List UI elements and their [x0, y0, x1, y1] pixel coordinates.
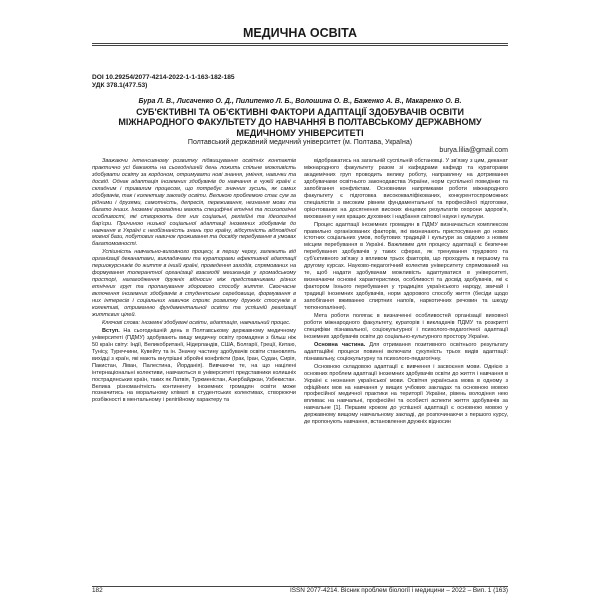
keywords-text: іноземні здобувачі освіти, адаптація, навчальний процес.: [141, 319, 291, 326]
main-part-paragraph: [304, 342, 508, 363]
intro-paragraph: [92, 328, 296, 404]
article-title: СУБ'ЄКТИВНІ ТА ОБ'ЄКТИВНІ ФАКТОРИ АДАПТАЦІЇ ЗДОБУВАЧІВ ОСВІТИ МІЖНАРОДНОГО ФАКУЛЬТЕТУ ДО НАВЧАННЯ В ПОЛТАВСЬКОМУ ДЕРЖАВНОМУ МЕДИЧНОМУ УНІВЕРСИТЕТІ: [118, 107, 482, 138]
right-paragraph-2: Процес адаптації іноземних громадян в ПДМУ визначається комплексом правильно організованих факторів, які визначають пристосування до нових істотних соціальних умов, побутових традицій і культури за свідомо з новим місцем перебування в Україні. Важливим для процесу адаптації є безпечне перебування здобувачів у таких сферах, як тренування трудового та суб'єктивного зв'язку з впливом трьох факторів, що проходять в першому та другому курсах. Науково-педагогічний колектив університету спрямований на те, щоб надати здобувачам можливість адаптуватися в університеті, визначаючи основні характеристики, особливості та досвід здобувачів, які є фактором їхнього перебування у традиціях українського народу, звичай і традиції іноземних здобувачів, норм здорового способу життя (бесіди щодо запобігання вживанню спиртних напоїв, наркотичних речовин та шкоду тютюнопаління).: [304, 221, 508, 312]
section-heading: МЕДИЧНА ОСВІТА: [242, 26, 358, 40]
intro-label: Вступ.: [102, 327, 120, 334]
right-paragraph-1: відображатись на загальній суспільній обстановці. У зв'язку з цим, деканат міжнародного факультету разом зі кафедрами кафедр та кураторами академічних груп проводить велику роботу, направлену на дотримання здобувачами освітнього законодавства України, норм суспільної поведінки та запобігання конфліктам. Основними напрямками роботи міжнародного факультету є підготовка висококваліфікованих, конкурентоспроможних спеціалістів з високим рівнем фундаментальної та професійної підготовки, орієнтованих на досягнення високих кінцевих результатів охорони здоров'я, виховання у них кращих духовних і надбання світової науки і культури.: [304, 158, 508, 220]
abstract-text-1: інтенсивному розвитку підвищування освітніх контактів практично усі бажають на сьогоднішній день ложить спільне можливість здобувати освіту за кордоном, отримувати нові знання, уміння, навички та досвід. Однак адаптація іноземних здобувачів до навчання в чужій країні є складним і тривалим процесом, що потребує значних зусиль, як самих здобувачів, так і колективу закладу освіти. Великою проблемою стає сум за рідними і друзями, самотність, депресія, переживання, незнання мови та багато інших. Іноземні громадяни мають специфічні етнічні та психологічні особливості, які створюють для них соціальні, релігійні та ідеологічні бар'єри. Причиною низької соціальної адаптації іноземних здобувачів до навчання в Україні є необізнаність знань про країну, відсутність відповідної мовної бази, побутових навичок проживання та досвіду перебування в умовах багатомовності.: [92, 158, 297, 248]
main-part-label: Основна частина.: [314, 341, 366, 348]
abstract-paragraph-2: Успішність навчально-виховного процесу, в першу чергу, залежить від організації деканатами, викладачами та кураторами ефективної адаптації першокурсників до життя в іншій країні, проведення заходів, спрямованих на формування толерантної організації взаємодії мешканців у громадському просторі, налагодження дружніх відносин між представниками різних етнічних груп та пропагування здорового способу життя. Своєчасне включення іноземних здобувачів в студентське середовище, формування в них інтересів і соціальних навичок сприяє розвитку дружніх стосунків в колективі, отриманню фундаментальної освіти та успішній реалізації життєвих цілей.: [92, 249, 296, 318]
header-rule: [92, 43, 508, 44]
keywords-paragraph: [92, 320, 296, 327]
abstract-paragraph-1: [92, 158, 296, 248]
left-column: [92, 158, 296, 405]
contact-email[interactable]: burya.lilia@gmail.com: [439, 147, 508, 154]
affiliation: Полтавський державний медичний університет (м. Полтава, Україна): [187, 139, 413, 146]
right-column: [304, 158, 508, 427]
abstract-lead: Зважаючи: [102, 158, 128, 164]
right-paragraph-5: Основною складовою адаптації є вивчення і засвоєння мови. Однією з основних проблем адаптації іноземних здобувачів освіти до життя і навчання в Україні є незнання української мови. Освітня українська мова в одному з офіційних мов на навчання у вищих учбових закладах та основною мовою професійної медичної практики на території України, рівень володіння нею впливає на навчальні, професійні та особисті аспекти життя здобувачів за навчальне [1]. Першим кроком до успішної адаптації є основною мовою у державному вищому навчальному закладі, де розпочинаючи з першого курсу, де пропонують навчання, встановлення дружніх відносин: [304, 363, 508, 426]
header-rule-secondary: [92, 45, 508, 46]
journal-citation: ISSN 2077-4214. Вісник проблем біології і медицини – 2022 – Вип. 1 (163): [289, 587, 508, 594]
page-number: 182: [92, 587, 103, 594]
keywords-label: Ключові слова:: [102, 319, 141, 326]
main-part-text: Для отримання позитивного освітнього результату адаптаційні процеси повинні включати сукупність трьох видів адаптації: пізнавальну, соціокультурну та психолого-педагогічну.: [304, 341, 508, 362]
authors-line: Бура Л. В., Лисаченко О. Д., Пилипенко Л. Б., Волошина О. В., Баженко А. В., Макаренко О. В.: [138, 98, 462, 105]
doi-line[interactable]: DOI 10.29254/2077-4214-2022-1-1-163-182-185: [92, 74, 235, 81]
aim-paragraph: Мета роботи полягає в визначенні особливостей організації виховної роботи міжнародного факультету, кураторів і викладачів ПДМУ та розкритті специфіки пізнавальної, соціокультурної і психолого-педагогічної адаптації іноземних здобувачів освіти до соціально-культурного простору України.: [304, 312, 508, 340]
udk-line: УДК 378.1(477.53): [92, 82, 148, 89]
intro-text: На сьогоднішній день в Полтавському державному медичному університеті (ПДМУ) здобувають вищу медичну освіту громадяни з більш ніж 50 країн світу: Індії, Великобританії, Нідерландів, США, Болгарії, Греції, Китаю, Тунісу, Туреччини, Кувейту та ін. Значну частину здобувачів освіти становлять вихідці з країн, які мають внутрішні збройні конфлікти (Ірак, Іран, Судан, Сирія, Пакистан, Ліван, Палестина, Йорданія). Вивчаючи те, на що націлені інтернаціональні колективи, навчаються в університеті представники колишніх пострадянських країн, таких як Латвія, Туркменістан, Азербайджан, Узбекистан. Велика різноманітність континенту іноземних громадян освіти може позначитись на моральному кліматі в студентських колективах, створюючи розбіжності в ментальному і релігійному характеру та: [92, 327, 296, 404]
